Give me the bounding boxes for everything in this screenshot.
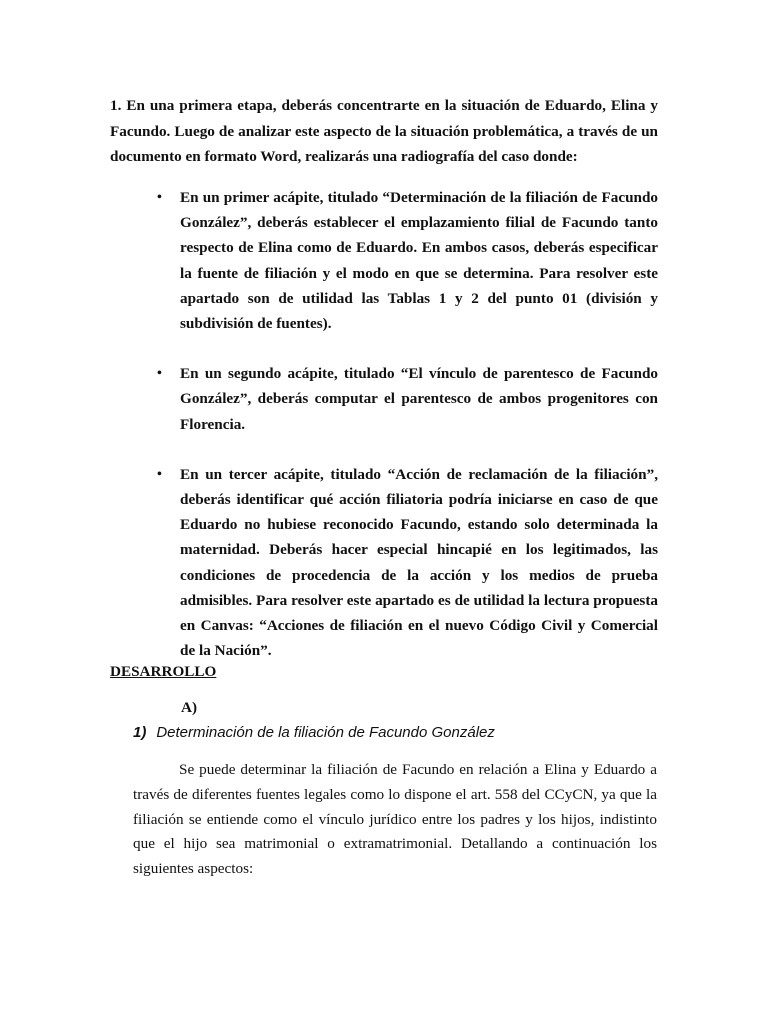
bullet-text: En un primer acápite, titulado “Determinación de la filiación de Facundo González”, deberás establecer el emplazamiento filial de Facundo tanto respecto de Elina como de Eduardo. En ambos casos, deberás especificar la fuente de filiación y el modo en que se determina. Para resolver este apartado son de utilidad las Tablas 1 y 2 del punto 01 (división y subdivisión de fuentes). [180, 189, 658, 333]
task-bullet-list [110, 185, 658, 688]
development-heading: DESARROLLO [110, 663, 217, 680]
bullet-item [110, 361, 658, 437]
bullet-marker: • [157, 466, 162, 482]
bullet-text: En un segundo acápite, titulado “El vínculo de parentesco de Facundo González”, deberás computar el parentesco de ambos progenitores con Florencia. [180, 365, 658, 433]
section-title [133, 722, 495, 744]
bullet-item [110, 185, 658, 336]
body-paragraph: Se puede determinar la filiación de Facundo en relación a Elina y Eduardo a través de diferentes fuentes legales como lo dispone el art. 558 del CCyCN, ya que la filiación se entiende como el vínculo jurídico entre los padres y los hijos, indistinto que el hijo sea matrimonial o extramatrimonial. Detallando a continuación los siguientes aspectos: [133, 761, 657, 878]
bullet-text: En un tercer acápite, titulado “Acción de reclamación de la filiación”, deberás identificar qué acción filiatoria podría iniciarse en caso de que Eduardo no hubiese reconocido Facundo, estando solo determinada la maternidad. Deberás hacer especial hincapié en los legitimados, las condiciones de procedencia de la acción y los medios de prueba admisibles. Para resolver este apartado es de utilidad la lectura propuesta en Canvas: “Acciones de filiación en el nuevo Código Civil y Comercial de la Nación”. [180, 465, 658, 660]
intro-paragraph: 1. En una primera etapa, deberás concentrarte en la situación de Eduardo, Elina y Facundo. Luego de analizar este aspecto de la situación problemática, a través de un documento en formato Word, realizarás una radiografía del caso donde: [110, 97, 658, 165]
section-title-text: Determinación de la filiación de Facundo González [156, 724, 495, 741]
bullet-marker: • [157, 190, 162, 205]
section-letter-label: A) [181, 699, 198, 716]
section-number: 1) [133, 724, 147, 741]
bullet-marker: • [157, 366, 162, 382]
bullet-item [110, 462, 658, 664]
